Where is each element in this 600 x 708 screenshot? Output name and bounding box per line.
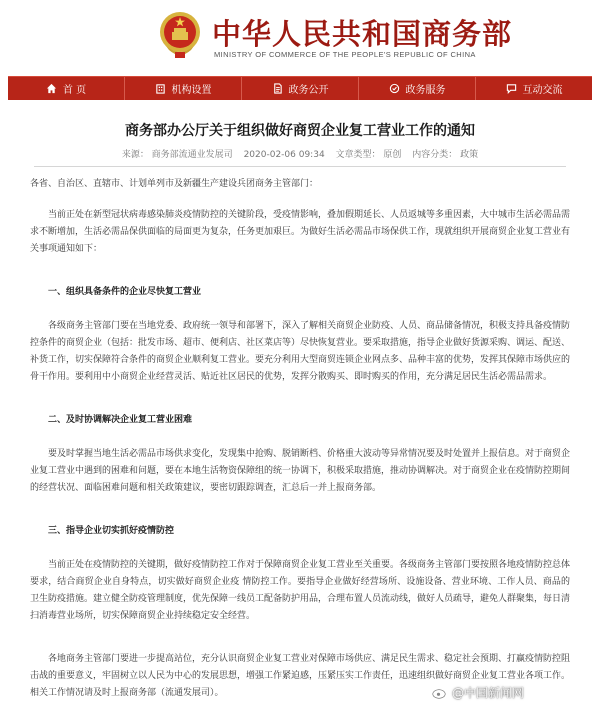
watermark-text: @中国新闻网: [452, 686, 525, 700]
main-nav: [8, 76, 592, 100]
section-body: 各级商务主管部门要在当地党委、政府统一领导和部署下，深入了解相关商贸企业防疫、人员、商品储备情况，积极支持具备疫情防控条件的商贸企业（包括：批发市场、超市、便利店、社区菜店等）尽快恢复营业。要采取措施，指导企业做好货源采购、调运、配送、补货工作，切实保障符合条件的商贸企业顺利复工营业。要充分利用大型商贸连锁企业网点多、品种丰富的优势，发挥其保障市场供应的骨干作用。要利用中小商贸企业经营灵活、贴近社区居民的优势，发挥分散购买、即时购买的作用，充分满足居民生活必需品需求。: [30, 321, 571, 382]
site-title: 中华人民共和国商务部: [212, 17, 513, 51]
nav-item-government-affairs[interactable]: [242, 77, 359, 100]
section-body: 当前正处在疫情防控的关键期，做好疫情防控工作对于保障商贸企业复工营业至关重要。各级商务主管部门要按照各地疫情防控总体要求，结合商贸企业自身特点，切实做好商贸企业疫 情防控工作。要指导企业做好经营场所、设施设备、营业环境、工作人员、商品的卫生防疫措施。建立健全防疫管理制度，优先保障一线员工配备防护用品，合理布置人员流动线，做好人员疏导，避免人群聚集，每日清扫消毒营业场所，切实保障商贸企业持续稳定安全经营。: [30, 560, 571, 621]
document-icon: [272, 83, 283, 94]
nav-item-government-services[interactable]: [359, 77, 476, 100]
watermark: [432, 684, 524, 701]
nav-item-label: 互动交流: [522, 85, 563, 96]
section-body: 要及时掌握当地生活必需品市场供求变化，发现集中抢购、脱销断档、价格重大波动等异常情况要及时处置并上报信息。对于商贸企业复工营业中遇到的困难和问题，要在本地生活物资保障组的统一协调下，积极采取措施，推动协调解决。对于商贸企业在疫情防控期间的经营状况、面临困难问题和相关政策建议，要密切跟踪调查，汇总后一并上报商务部。: [30, 449, 571, 493]
chat-icon: [506, 83, 517, 94]
article-body: [30, 176, 570, 708]
service-icon: [389, 83, 400, 94]
title-divider: [34, 166, 566, 167]
site-header: [0, 0, 600, 76]
section-heading: 三、指导企业切实抓好疫情防控: [48, 526, 175, 536]
article-salutation: 各省、自治区、直辖市、计划单列市及新疆生产建设兵团商务主管部门：: [30, 179, 319, 189]
site-subtitle: MINISTRY OF COMMERCE OF THE PEOPLE'S REPUBLIC OF CHINA: [214, 50, 476, 59]
article-type: 文章类型： 原创: [335, 150, 402, 160]
nav-item-label: 政务公开: [288, 85, 329, 96]
nav-item-interaction[interactable]: [476, 77, 592, 100]
article-title: 商务部办公厅关于组织做好商贸企业复工营业工作的通知: [125, 123, 475, 139]
national-emblem-icon: [158, 10, 202, 60]
section-heading: 一、组织具备条件的企业尽快复工营业: [48, 287, 202, 297]
article-meta: [0, 147, 600, 160]
article-closing: 各地商务主管部门要进一步提高站位，充分认识商贸企业复工营业对保障市场供应、满足民生需求、稳定社会预期、打赢疫情防控阻击战的重要意义，牢固树立以人民为中心的发展思想，增强工作紧迫感，压紧压实工作责任，迅速组织做好商贸企业复工营业各项工作。相关工作情况请及时上报商务部（流通发展司）。: [30, 654, 571, 698]
article-category: 内容分类： 政策: [412, 150, 479, 160]
article-source: 来源： 商务部流通业发展司: [121, 150, 233, 160]
nav-item-home[interactable]: [8, 77, 125, 100]
weibo-icon: [432, 686, 448, 699]
section-heading: 二、及时协调解决企业复工营业困难: [48, 415, 193, 425]
nav-item-label: 机构设置: [171, 85, 212, 96]
article-intro: 当前正处在新型冠状病毒感染肺炎疫情防控的关键阶段，受疫情影响，叠加假期延长、人员返城等多重因素，大中城市生活必需品需求不断增加，生活必需品保供面临的局面更为复杂，任务更加艰巨。为做好生活必需品市场保供工作，现就组织开展商贸企业复工营业有关事项通知如下：: [30, 210, 571, 254]
article-date: 2020-02-06 09:34: [243, 150, 325, 160]
home-icon: [46, 83, 57, 94]
nav-item-label: 政务服务: [405, 85, 446, 96]
nav-item-organization[interactable]: [125, 77, 242, 100]
nav-item-label: 首 页: [62, 85, 87, 96]
building-icon: [155, 83, 166, 94]
